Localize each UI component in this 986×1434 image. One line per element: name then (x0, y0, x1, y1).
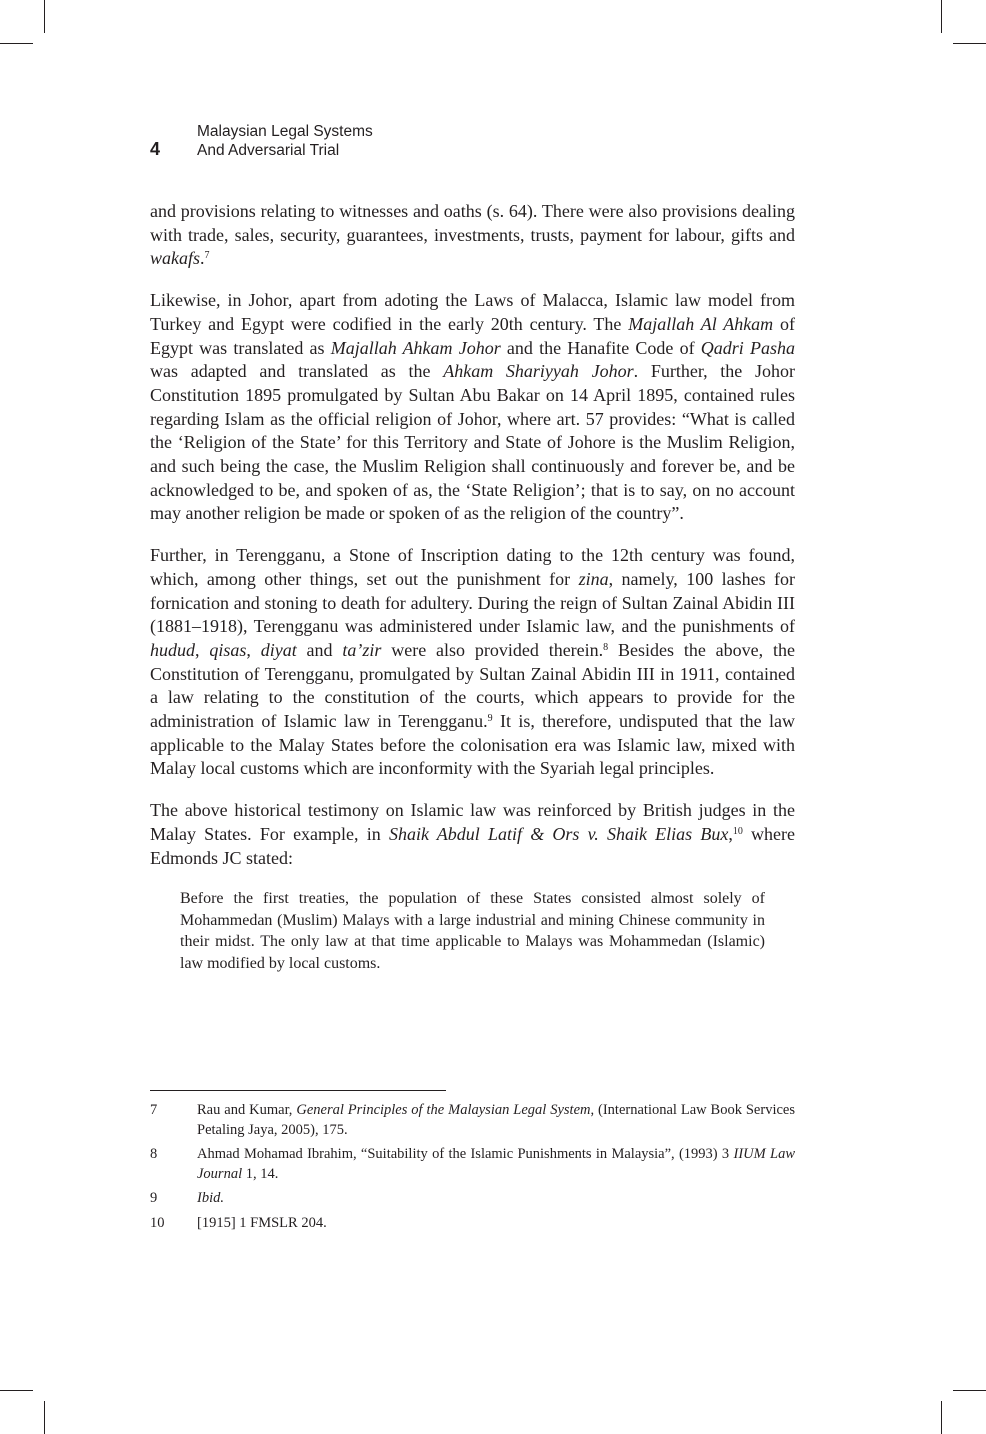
running-title-line-1: Malaysian Legal Systems (197, 123, 373, 140)
page-number: 4 (150, 139, 161, 159)
footnote-text (197, 1189, 795, 1209)
book-title: General Principles of the Malaysian Legal System (296, 1102, 591, 1118)
footnotes (150, 1101, 795, 1238)
text-run: . Further, the Johor Constitution 1895 promulgated by Sultan Abu Bakar on 14 April 1895, contained rules regarding Islam as the official religion of Johor, where art. 57 provides: “What is called the ‘Religion of the State’ for this Territory and State of Johore is the Muslim Religion, and such being the case, the Muslim Religion shall continuously and forever be, and be acknowledged to be, and spoken of as, the ‘State Religion’; that is to say, on no account may another religion be made or spoken of as the religion of the country”. (150, 361, 796, 524)
text-run: and (296, 639, 343, 660)
text-run: and the Hanafite Code of (500, 337, 701, 358)
italic-term: Majallah Ahkam Johor (330, 337, 501, 358)
footnote (150, 1214, 795, 1234)
running-header (150, 122, 850, 162)
paragraph-2 (150, 289, 795, 526)
text-run: , (195, 639, 210, 660)
text-run: [1915] 1 FMSLR 204. (197, 1214, 327, 1231)
paragraph-3 (150, 544, 795, 781)
case-name: Shaik Abdul Latif & Ors v. Shaik Elias Bux (388, 823, 729, 844)
footnote-ref: 8 (603, 641, 609, 653)
footnote-ref: 9 (487, 713, 493, 725)
text-run: , (246, 639, 261, 660)
text-run: Ahmad Mohamad Ibrahim, “Suitability of the Islamic Punishments in Malaysia”, (1993) 3 (197, 1146, 734, 1162)
italic-term: Ahkam Shariyyah Johor (443, 361, 634, 382)
ibid-text: Ibid. (197, 1190, 224, 1206)
text-run: The above historical testimony on Islamic law was reinforced by British judges in the Malay States. For example, in (150, 800, 795, 844)
main-body (150, 200, 795, 974)
italic-term: zina (578, 568, 609, 589)
text-run: It is, therefore, undisputed that the law applicable to the Malay States before the colonisation era was Islamic law, mixed with Malay local customs which are inconformity with the Syariah legal principles. (150, 711, 796, 779)
running-title (197, 122, 373, 160)
italic-term: ta’zir (342, 639, 382, 660)
text-run: 1, 14. (242, 1165, 279, 1182)
text-run: of Egypt was translated as (150, 313, 795, 358)
text-run: and provisions relating to witnesses and oaths (s. 64). There were also provisions dealing with trade, sales, security, guarantees, investments, trusts, payment for labour, gifts and (150, 201, 795, 245)
crop-mark (0, 1390, 33, 1391)
footnote-ref: 7 (204, 250, 210, 262)
text-run: were also provided therein. (381, 639, 604, 660)
paragraph-4 (150, 799, 795, 870)
text-run: . (200, 248, 205, 269)
text-run: was adapted and translated as the (150, 361, 444, 382)
crop-mark (44, 1401, 45, 1434)
crop-mark (0, 43, 33, 44)
block-quote: Before the first treaties, the population of these States consisted almost solely of Mohammedan (Muslim) Malays with a large industrial and mining Chinese community in their midst. The only law at that time applicable to Malays was Mohammedan (Islamic) law modified by local customs. (180, 890, 765, 972)
footnote-number: 9 (150, 1190, 158, 1206)
footnote-text (197, 1145, 795, 1184)
footnote-number: 7 (150, 1102, 158, 1118)
crop-mark (953, 1390, 986, 1391)
italic-term: Majallah Al Ahkam (628, 313, 774, 334)
text-run: where Edmonds JC stated: (150, 823, 795, 868)
crop-mark (44, 0, 45, 33)
crop-mark (941, 0, 942, 33)
footnote-ref: 10 (732, 825, 743, 837)
text-run: , namely, 100 lashes for fornication and stoning to death for adultery. During the reign of Sultan Zainal Abidin III (1881–1918), Terengganu was administered under Islamic law, and the punishments of (150, 568, 795, 637)
text-run: Further, in Terengganu, a Stone of Inscription dating to the 12th century was found, which, among other things, set out the punishment for (150, 545, 795, 589)
footnote (150, 1189, 795, 1209)
journal-title: IIUM Law Journal (197, 1146, 795, 1182)
italic-term: diyat (260, 639, 297, 660)
text-run: Likewise, in Johor, apart from adoting the Laws of Malacca, Islamic law model from Turkey and Egypt were codified in the early 20th century. The (150, 290, 795, 334)
footnote-text (197, 1214, 795, 1234)
crop-mark (953, 43, 986, 44)
crop-mark (941, 1401, 942, 1434)
footnote-number: 8 (150, 1146, 158, 1162)
footnote-number: 10 (150, 1214, 165, 1231)
footnote (150, 1101, 795, 1140)
italic-term: hudud (150, 639, 195, 660)
footnote (150, 1145, 795, 1184)
italic-term: wakafs (150, 248, 201, 269)
footnote-divider (150, 1090, 446, 1091)
text-run: , (728, 823, 733, 844)
text-run: , (International Law Book Services Petaling Jaya, 2005), 175. (197, 1102, 795, 1138)
text-run: Rau and Kumar, (197, 1102, 297, 1118)
italic-term: Qadri Pasha (700, 337, 795, 358)
running-title-line-2: And Adversarial Trial (197, 142, 340, 159)
footnote-text (197, 1101, 795, 1140)
text-run: Besides the above, the Constitution of Terengganu, promulgated by Sultan Zainal Abidin III in 1911, contained a law relating to the constitution of the courts, which appears to provide for the administration of Islamic law in Terengganu. (150, 639, 795, 732)
paragraph-1 (150, 200, 795, 271)
italic-term: qisas (209, 639, 247, 660)
